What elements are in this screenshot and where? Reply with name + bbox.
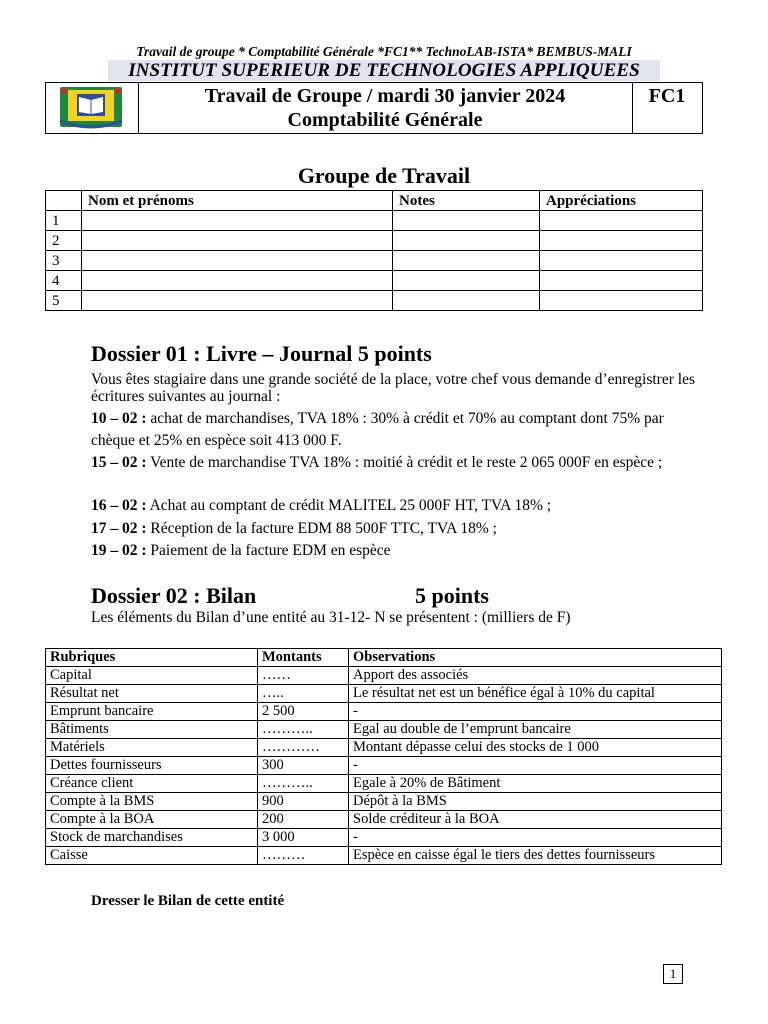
name-cell[interactable] (82, 251, 393, 271)
table-row (46, 847, 722, 865)
montant-cell: 300 (258, 757, 349, 775)
table-row (46, 667, 722, 685)
group-col-appreciations: Appréciations (540, 191, 703, 211)
dossier2-intro: Les éléments du Bilan d’une entité au 31-12- N se présentent : (milliers de F) (91, 609, 571, 626)
table-row (46, 829, 722, 847)
bilan-instruction: Dresser le Bilan de cette entité (91, 893, 285, 909)
group-section-title: Groupe de Travail (297, 163, 471, 188)
montant-cell: 3 000 (258, 829, 349, 847)
entry-text: Achat au comptant de crédit MALITEL 25 000F HT, TVA 18% ; (146, 497, 552, 514)
name-cell[interactable] (82, 291, 393, 311)
dossier1-entry (91, 520, 497, 538)
table-row (46, 291, 703, 311)
observation-cell: - (349, 703, 722, 721)
montant-cell: ………… (258, 739, 349, 757)
observation-cell: Egal au double de l’emprunt bancaire (349, 721, 722, 739)
table-row (46, 811, 722, 829)
appreciation-cell[interactable] (540, 231, 703, 251)
entry-date: 19 – 02 : (91, 542, 147, 559)
notes-cell[interactable] (393, 251, 540, 271)
entry-text: Réception de la facture EDM 88 500F TTC, TVA 18% ; (146, 520, 497, 537)
rubrique-cell: Stock de marchandises (46, 829, 258, 847)
observation-cell: Espèce en caisse égal le tiers des dettes fournisseurs (349, 847, 722, 865)
notes-cell[interactable] (393, 291, 540, 311)
entry-date: 16 – 02 : (91, 497, 147, 514)
name-cell[interactable] (82, 211, 393, 231)
name-cell[interactable] (82, 271, 393, 291)
appreciation-cell[interactable] (540, 291, 703, 311)
appreciation-cell[interactable] (540, 271, 703, 291)
observation-cell: Dépôt à la BMS (349, 793, 722, 811)
dossier2-points: 5 points (415, 583, 489, 608)
table-row (46, 231, 703, 251)
entry-text: achat de marchandises, TVA 18% : 30% à crédit et 70% au comptant dont 75% par chèque et 25% en espèce soit 413 000 F. (91, 410, 664, 449)
table-row (46, 211, 703, 231)
rubrique-cell: Compte à la BMS (46, 793, 258, 811)
rubrique-cell: Compte à la BOA (46, 811, 258, 829)
row-number: 2 (46, 231, 82, 251)
dossier1-entry (91, 542, 391, 560)
montant-cell: 2 500 (258, 703, 349, 721)
notes-cell[interactable] (393, 211, 540, 231)
row-number: 1 (46, 211, 82, 231)
logo-cell (46, 83, 139, 133)
rubrique-cell: Caisse (46, 847, 258, 865)
notes-cell[interactable] (393, 271, 540, 291)
table-row (46, 757, 722, 775)
page-number: 1 (663, 964, 683, 984)
rubrique-cell: Bâtiments (46, 721, 258, 739)
table-row (46, 739, 722, 757)
rubrique-cell: Matériels (46, 739, 258, 757)
observation-cell: Egale à 20% de Bâtiment (349, 775, 722, 793)
document-header-line: Travail de groupe * Comptabilité Générale *FC1** TechnoLAB-ISTA* BEMBUS-MALI (136, 44, 632, 59)
observation-cell: Solde créditeur à la BOA (349, 811, 722, 829)
dossier2-title: Dossier 02 : Bilan (91, 583, 257, 608)
observation-cell: Le résultat net est un bénéfice égal à 10% du capital (349, 685, 722, 703)
montant-cell: 200 (258, 811, 349, 829)
entry-date: 17 – 02 : (91, 520, 147, 537)
group-col-name: Nom et prénoms (82, 191, 393, 211)
course-code: FC1 (648, 85, 686, 107)
entry-date: 10 – 02 : (91, 410, 147, 427)
group-table-header (46, 191, 703, 211)
observation-cell: Montant dépasse celui des stocks de 1 000 (349, 739, 722, 757)
document-title: Travail de Groupe / mardi 30 janvier 2024 (204, 85, 566, 107)
table-row (46, 685, 722, 703)
bilan-col-observations: Observations (349, 649, 722, 667)
table-row (46, 721, 722, 739)
row-number: 4 (46, 271, 82, 291)
institute-logo (46, 83, 136, 131)
entry-text: Paiement de la facture EDM en espèce (146, 542, 391, 559)
bilan-table (45, 648, 722, 865)
row-number: 3 (46, 251, 82, 271)
bilan-table-header (46, 649, 722, 667)
group-col-notes: Notes (393, 191, 540, 211)
entry-text: Vente de marchandise TVA 18% : moitié à crédit et le reste 2 065 000F en espèce ; (146, 454, 663, 471)
entry-date: 15 – 02 : (91, 454, 147, 471)
table-row (46, 703, 722, 721)
rubrique-cell: Dettes fournisseurs (46, 757, 258, 775)
observation-cell: Apport des associés (349, 667, 722, 685)
table-row (46, 251, 703, 271)
title-box (45, 82, 703, 134)
dossier1-entry (91, 408, 701, 452)
montant-cell: ….. (258, 685, 349, 703)
dossier1-title: Dossier 01 : Livre – Journal 5 points (91, 341, 432, 366)
bilan-col-montants: Montants (258, 649, 349, 667)
montant-cell: …… (258, 667, 349, 685)
group-table (45, 190, 703, 311)
montant-cell: ……….. (258, 775, 349, 793)
institute-name: INSTITUT SUPERIEUR DE TECHNOLOGIES APPLIQUEES (108, 60, 660, 81)
rubrique-cell: Capital (46, 667, 258, 685)
row-number: 5 (46, 291, 82, 311)
dossier1-entry (91, 452, 701, 474)
document-subtitle: Comptabilité Générale (287, 109, 483, 131)
montant-cell: 900 (258, 793, 349, 811)
table-row (46, 775, 722, 793)
group-col-index (46, 191, 82, 211)
montant-cell: ……….. (258, 721, 349, 739)
dossier1-intro: Vous êtes stagiaire dans une grande société de la place, votre chef vous demande d’enregistrer les écritures suivantes au journal : (91, 371, 695, 405)
rubrique-cell: Emprunt bancaire (46, 703, 258, 721)
dossier1-entry (91, 497, 551, 515)
title-cell (138, 83, 633, 134)
appreciation-cell[interactable] (540, 211, 703, 231)
name-cell[interactable] (82, 231, 393, 251)
appreciation-cell[interactable] (540, 251, 703, 271)
observation-cell: - (349, 757, 722, 775)
table-row (46, 793, 722, 811)
rubrique-cell: Créance client (46, 775, 258, 793)
observation-cell: - (349, 829, 722, 847)
notes-cell[interactable] (393, 231, 540, 251)
bilan-col-rubriques: Rubriques (46, 649, 258, 667)
rubrique-cell: Résultat net (46, 685, 258, 703)
table-row (46, 271, 703, 291)
montant-cell: ……… (258, 847, 349, 865)
